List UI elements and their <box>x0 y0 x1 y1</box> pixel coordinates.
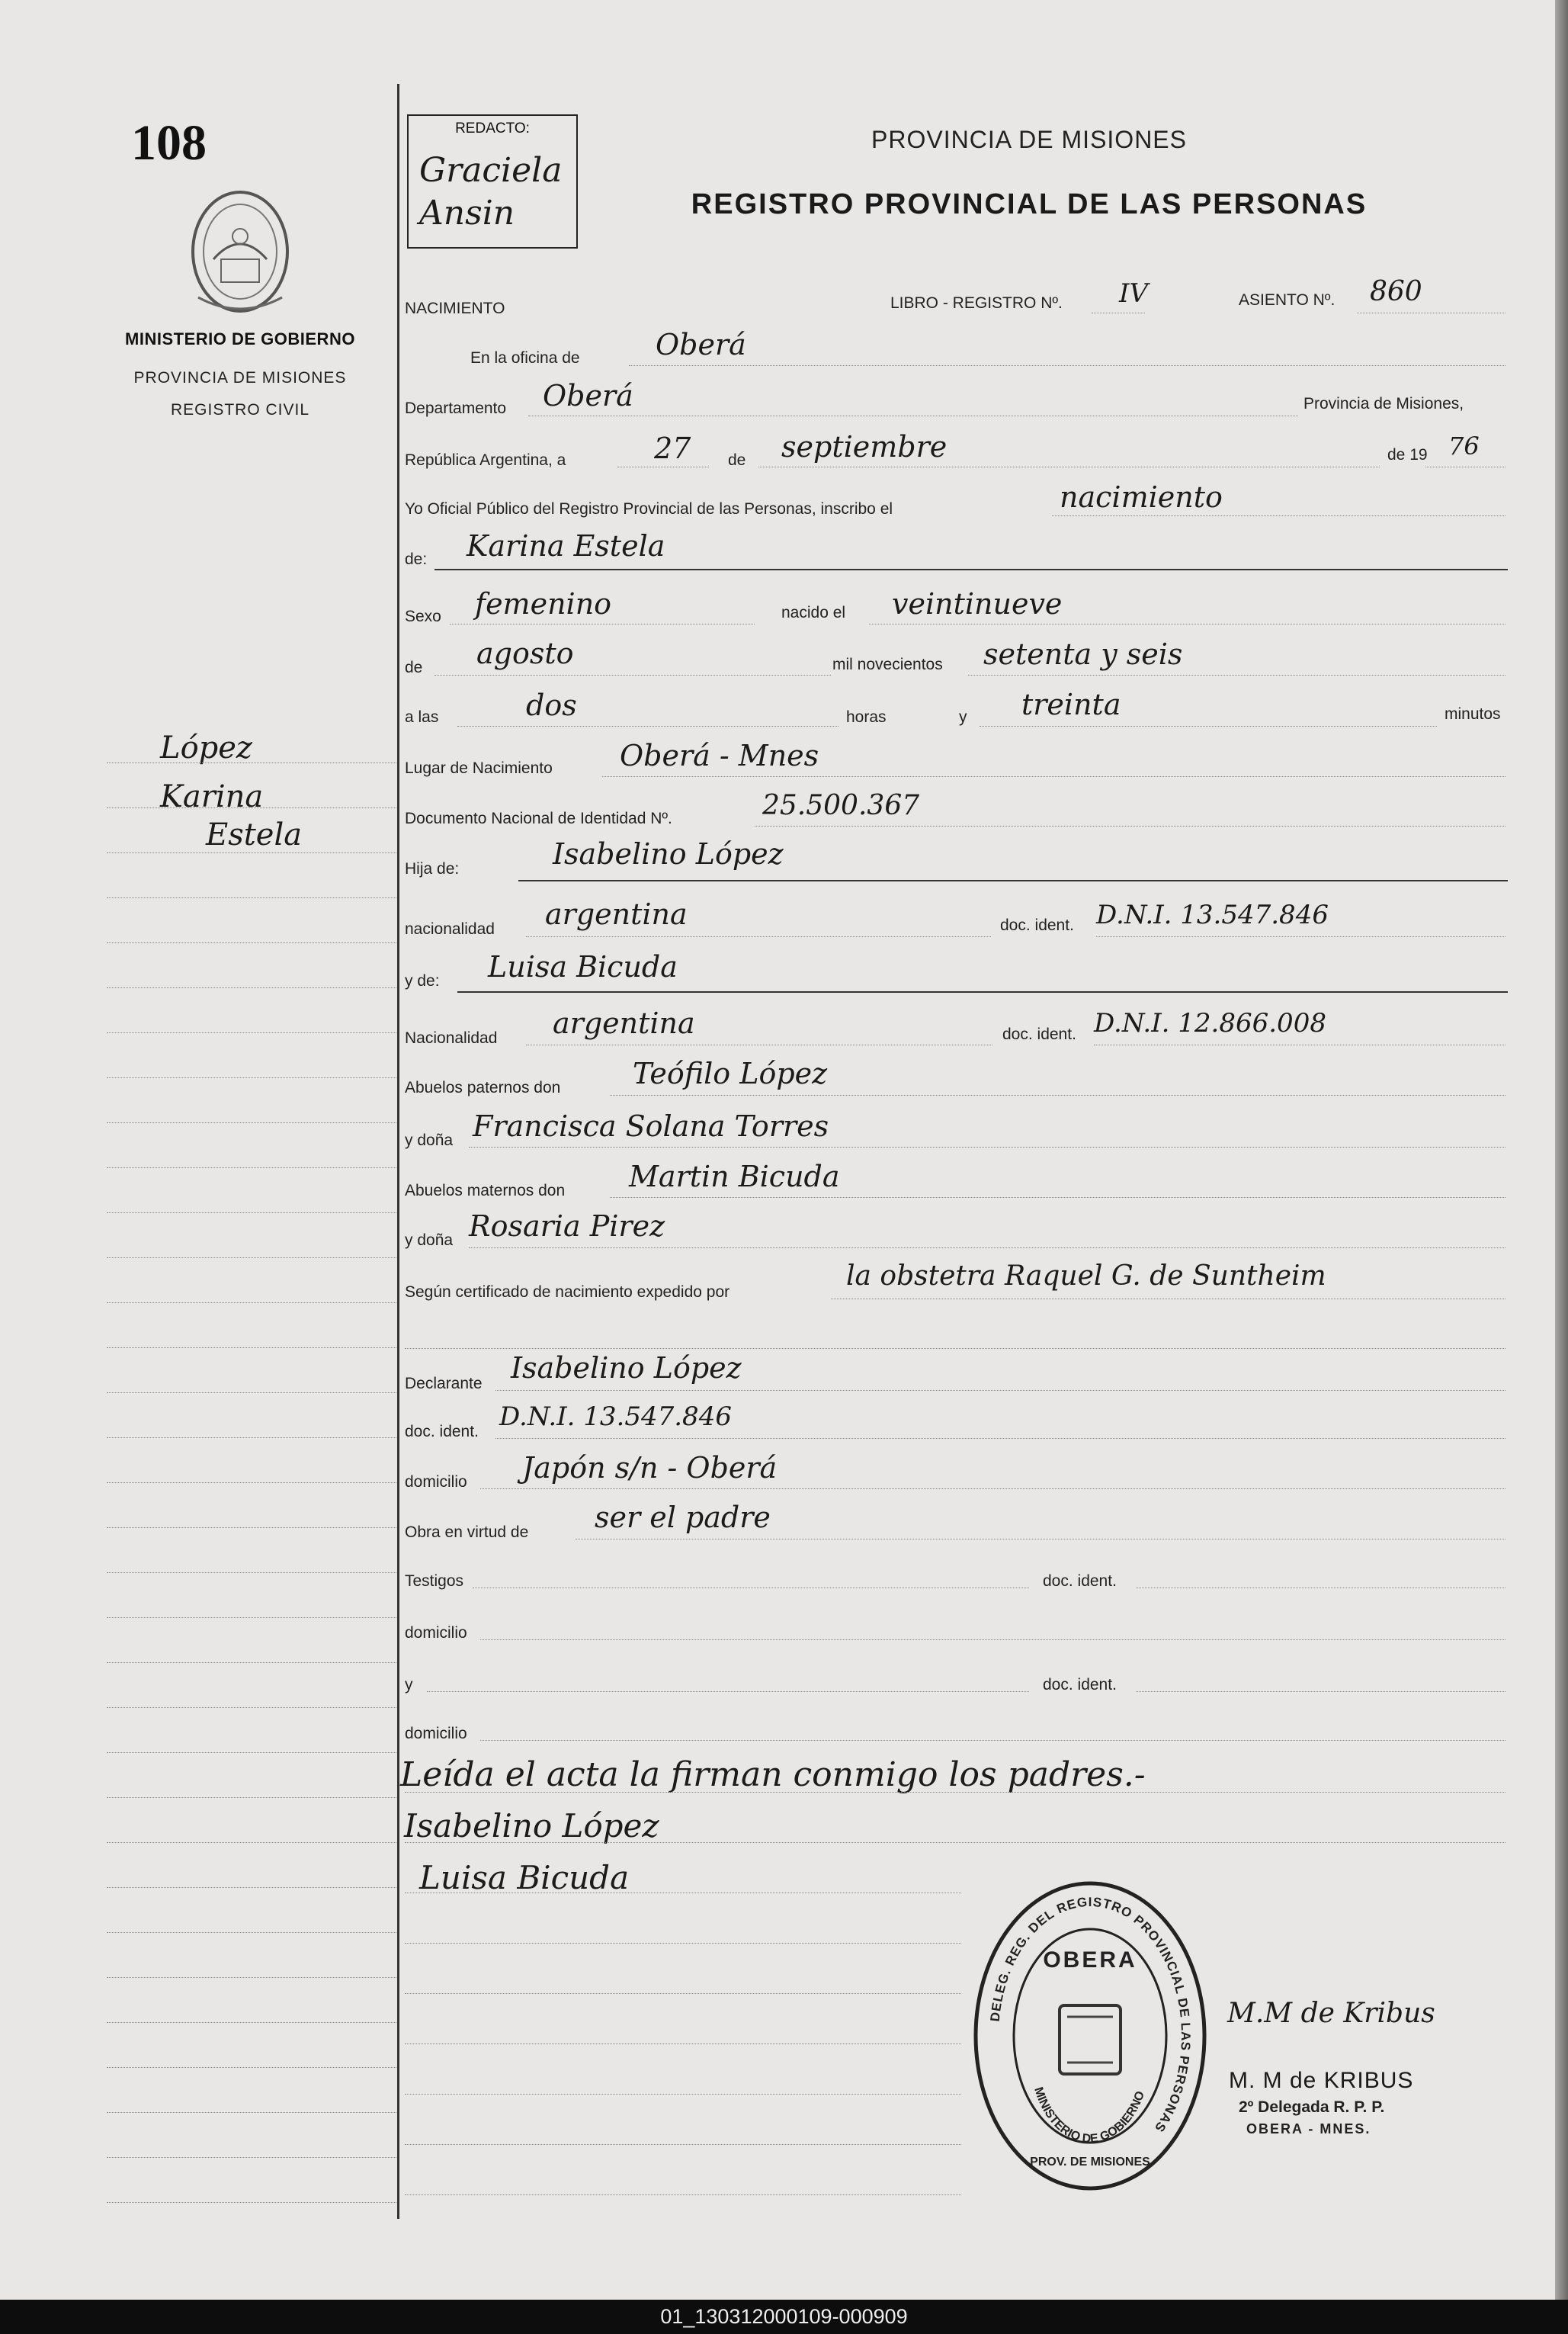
padre-value: Isabelino López <box>553 837 784 871</box>
ministry-office: REGISTRO CIVIL <box>170 401 310 419</box>
sexo-value: femenino <box>475 587 612 621</box>
nac-padre-value: argentina <box>545 897 688 931</box>
province-heading: PROVINCIA DE MISIONES <box>871 126 1187 153</box>
doc-decl-value: D.N.I. 13.547.846 <box>499 1401 732 1432</box>
margin-rule-line <box>107 1842 396 1843</box>
redacto-signature-line: Ansin <box>419 194 515 233</box>
margin-rule-line <box>107 2157 396 2158</box>
dia-value: 27 <box>654 432 691 465</box>
official-stamp <box>968 1876 1212 2196</box>
provincial-crest-icon <box>183 183 297 320</box>
minutos-label: minutos <box>1445 705 1501 723</box>
redacto-label: REDACTO: <box>455 120 530 136</box>
margin-rule-line <box>107 1527 396 1528</box>
margin-rule-line <box>107 2067 396 2068</box>
official-place: OBERA - MNES. <box>1246 2121 1371 2137</box>
ab-pat-dona-value: Francisca Solana Torres <box>473 1109 829 1143</box>
stamp-center-text: OBERA <box>1043 1947 1137 1973</box>
stamp-bottom-text: PROV. DE MISIONES <box>1030 2156 1150 2169</box>
oficina-label: En la oficina de <box>470 349 580 367</box>
inscribo-value: nacimiento <box>1060 480 1223 514</box>
doc-test1-label: doc. ident. <box>1043 1572 1117 1590</box>
libro-value: IV <box>1119 278 1148 309</box>
margin-rule-line <box>107 1887 396 1888</box>
official-signature: M.M de Kribus <box>1227 1998 1435 2029</box>
margin-rule-line <box>107 1392 396 1393</box>
dom-test1-label: domicilio <box>405 1624 467 1642</box>
body-rule-line <box>405 2094 961 2095</box>
margin-rule-line <box>107 1662 396 1663</box>
folio-number: 108 <box>131 115 207 171</box>
certificado-label: Según certificado de nacimiento expedido por <box>405 1283 730 1301</box>
margin-rule-line <box>107 1617 396 1618</box>
nac-padre-label: nacionalidad <box>405 920 495 938</box>
margin-rule-line <box>107 1482 396 1483</box>
margin-rule-line <box>107 1257 396 1258</box>
nac-mes-value: agosto <box>476 637 574 670</box>
ab-pat-dona-label: y doña <box>405 1132 454 1149</box>
margin-rule-line <box>107 1302 396 1303</box>
margin-rule-line <box>107 1797 396 1798</box>
nac-madre-value: argentina <box>553 1006 695 1040</box>
ab-mat-don-value: Martin Bicuda <box>629 1160 840 1193</box>
margin-rule-line <box>107 1077 396 1078</box>
margin-rule-line <box>107 1212 396 1213</box>
body-rule-line <box>405 1943 961 1944</box>
nombre-label: de: <box>405 551 428 568</box>
asiento-value: 860 <box>1370 276 1422 307</box>
domicilio-value: Japón s/n - Oberá <box>522 1451 778 1485</box>
horas-value: dos <box>526 689 577 722</box>
margin-rule-line <box>107 1932 396 1933</box>
margin-rule-line <box>107 1347 396 1348</box>
margin-note-line: Estela <box>206 817 303 852</box>
libro-label: LIBRO - REGISTRO Nº. <box>890 294 1063 312</box>
redacto-box <box>407 114 578 249</box>
margin-rule-line <box>107 1122 396 1123</box>
stamp-ring-text: DELEG. REG. DEL REGISTRO PROVINCIAL DE LAS PERSONAS <box>987 1894 1194 2136</box>
anio-label: de 19 <box>1387 446 1428 464</box>
testigos-label: Testigos <box>405 1572 464 1590</box>
redacto-signature-line: Graciela <box>419 151 563 190</box>
doc-test2-label: doc. ident. <box>1043 1676 1117 1694</box>
hija-label: Hija de: <box>405 860 460 878</box>
closing-note: Leída el acta la firman conmigo los padres.- <box>400 1755 1146 1794</box>
dom-test2-label: domicilio <box>405 1725 467 1742</box>
doc-padre-label: doc. ident. <box>1000 917 1074 934</box>
body-rule-line <box>405 1842 1505 1843</box>
svg-text:DELEG. REG. DEL REGISTRO PROVI <box>988 1895 1193 2135</box>
provincia-label: Provincia de Misiones, <box>1303 395 1464 413</box>
margin-rule-line <box>107 942 396 943</box>
signature-mother: Luisa Bicuda <box>419 1859 630 1896</box>
margin-rule-line <box>107 1032 396 1033</box>
asiento-label: ASIENTO Nº. <box>1239 291 1336 309</box>
certificado-value: la obstetra Raquel G. de Suntheim <box>846 1260 1326 1292</box>
nac-madre-label: Nacionalidad <box>405 1029 498 1047</box>
dni-label: Documento Nacional de Identidad Nº. <box>405 810 672 827</box>
body-rule-line <box>405 2144 961 2145</box>
ab-mat-dona-value: Rosaria Pirez <box>469 1209 665 1243</box>
ministry-title: MINISTERIO DE GOBIERNO <box>125 329 355 348</box>
margin-rule-line <box>107 1977 396 1978</box>
margin-rule-line <box>107 1707 396 1708</box>
nacimiento-label: NACIMIENTO <box>405 300 505 317</box>
oficina-value: Oberá <box>656 328 746 361</box>
nacido-value: veintinueve <box>892 587 1063 621</box>
lugar-value: Oberá - Mnes <box>620 739 819 772</box>
lugar-label: Lugar de Nacimiento <box>405 759 553 777</box>
y-de-label: y de: <box>405 972 440 990</box>
ab-mat-dona-label: y doña <box>405 1231 454 1249</box>
signature-father: Isabelino López <box>404 1807 659 1844</box>
domicilio-label: domicilio <box>405 1473 467 1491</box>
official-title: 2º Delegada R. P. P. <box>1239 2098 1385 2116</box>
doc-padre-value: D.N.I. 13.547.846 <box>1096 900 1329 930</box>
obra-label: Obra en virtud de <box>405 1523 529 1541</box>
a-las-label: a las <box>405 708 439 726</box>
margin-divider <box>397 84 399 2219</box>
anio-value: 76 <box>1448 432 1480 461</box>
declarante-value: Isabelino López <box>511 1351 742 1385</box>
margin-rule-line <box>107 1752 396 1753</box>
doc-decl-label: doc. ident. <box>405 1423 479 1440</box>
sexo-label: Sexo <box>405 608 441 625</box>
margin-rule-line <box>107 2022 396 2023</box>
body-rule-line <box>405 1993 961 1994</box>
mes-value: septiembre <box>781 430 948 464</box>
stamp-inner-text: MINISTERIO DE GOBIERNO <box>1031 2085 1148 2146</box>
official-name: M. M de KRIBUS <box>1229 2068 1414 2093</box>
inscribo-label: Yo Oficial Público del Registro Provincial de las Personas, inscribo el <box>405 500 893 518</box>
body-rule-line <box>405 1792 1505 1793</box>
redacto-signature <box>419 149 562 235</box>
margin-rule-line <box>107 987 396 988</box>
margin-rule-line <box>107 1167 396 1168</box>
horas-label: horas <box>846 708 887 726</box>
republica-label: República Argentina, a <box>405 451 566 469</box>
margin-note-line: López <box>160 730 252 766</box>
ab-mat-don-label: Abuelos maternos don <box>405 1182 566 1199</box>
y-label: y <box>959 708 967 726</box>
declarante-label: Declarante <box>405 1375 483 1392</box>
y-test-label: y <box>405 1676 413 1694</box>
minutos-value: treinta <box>1021 688 1121 721</box>
margin-rule-line <box>107 2112 396 2113</box>
departamento-value: Oberá <box>543 379 633 413</box>
margin-rule-line <box>107 1572 396 1573</box>
margin-rule-line <box>107 807 396 808</box>
registry-heading: REGISTRO PROVINCIAL DE LAS PERSONAS <box>691 188 1368 220</box>
margin-note-line: Karina <box>160 779 264 814</box>
page-edge <box>1555 0 1568 2300</box>
madre-value: Luisa Bicuda <box>488 950 678 984</box>
ab-pat-don-value: Teófilo López <box>633 1057 828 1090</box>
body-rule-line <box>405 2043 961 2044</box>
mil-label: mil novecientos <box>832 656 943 673</box>
departamento-label: Departamento <box>405 400 507 417</box>
margin-rule-line <box>107 1437 396 1438</box>
ministry-province: PROVINCIA DE MISIONES <box>133 369 347 387</box>
margin-rule-line <box>107 897 396 898</box>
body-rule-line <box>405 2194 961 2195</box>
margin-rule-line <box>107 762 396 763</box>
margin-rule-line <box>107 852 396 853</box>
de-label: de <box>728 451 746 469</box>
nombre-value: Karina Estela <box>467 529 665 563</box>
doc-madre-value: D.N.I. 12.866.008 <box>1094 1008 1326 1039</box>
footer-id: 01_130312000109-000909 <box>0 2300 1568 2334</box>
ab-pat-don-label: Abuelos paternos don <box>405 1079 561 1096</box>
doc-madre-label: doc. ident. <box>1002 1026 1076 1043</box>
dni-value: 25.500.367 <box>762 790 920 821</box>
margin-rule-line <box>107 2202 396 2203</box>
stamp-seal-icon <box>968 1876 1212 2196</box>
nac-anio-value: setenta y seis <box>983 637 1183 671</box>
nacido-label: nacido el <box>781 604 846 621</box>
obra-value: ser el padre <box>595 1501 771 1534</box>
nac-mes-label: de <box>405 659 423 676</box>
svg-text:MINISTERIO DE GOBIERNO <box>1031 2085 1147 2146</box>
